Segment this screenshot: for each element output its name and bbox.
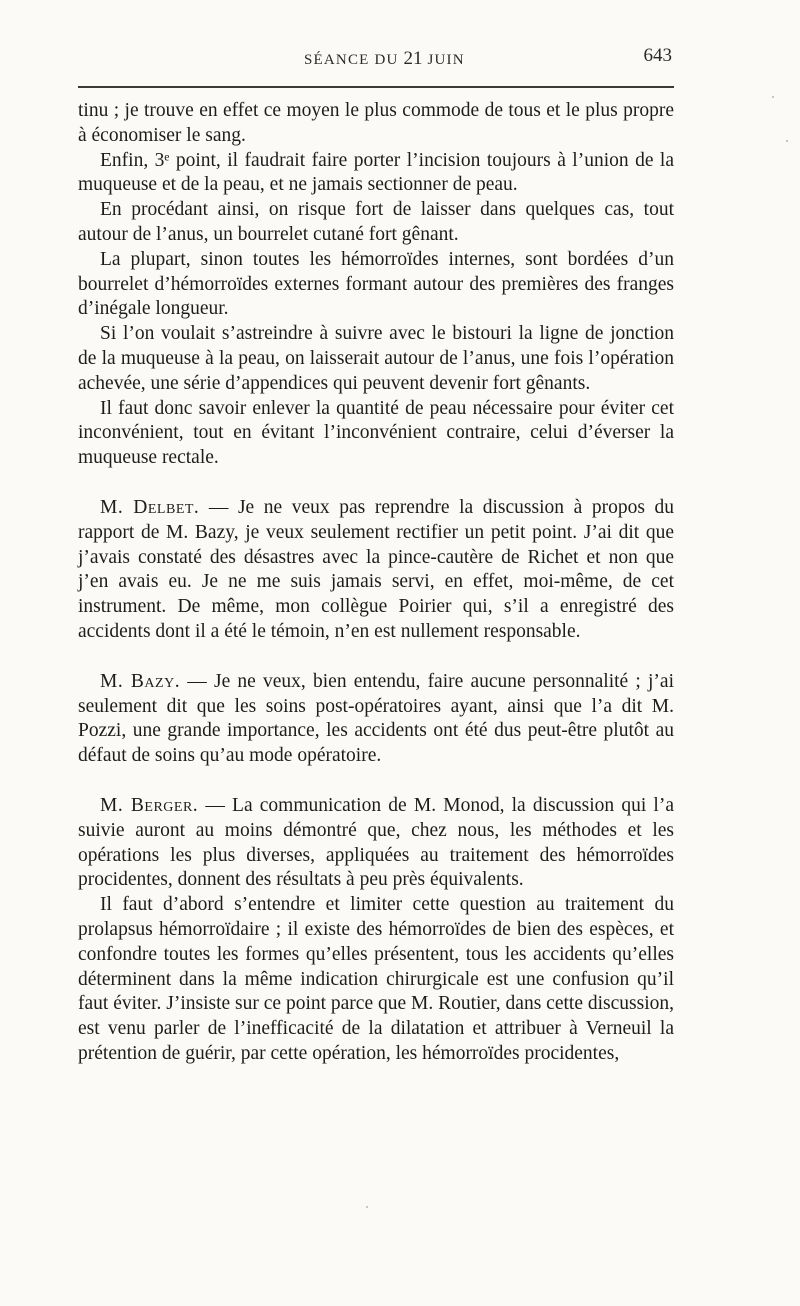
page-header [78, 44, 674, 74]
paragraph: tinu ; je trouve en effet ce moyen le plus commode de tous et le plus propre à économiser le sang. [78, 100, 674, 146]
speech-delbet [78, 496, 674, 645]
speech-text: — Je ne veux pas reprendre la discussion à propos du rapport de M. Bazy, je veux seulement rectifier un petit point. J’ai dit que j’avais constaté des désastres avec la pince-cautère de Richet et non que j’en avais eu. Je ne me suis jamais servi, en effet, moi-même, de cet instrument. De même, mon collègue Poirier qui, s’il a enregistré des accidents dont il a été le témoin, n’en est nullement responsable. [78, 496, 674, 642]
speech-berger [78, 794, 674, 893]
paragraph: Si l’on voulait s’astreindre à suivre avec le bistouri la ligne de jonction de la muqueuse à la peau, on laisserait autour de l’anus, une fois l’opération achevée, une série d’appendices qui peuvent devenir fort gênants. [78, 323, 674, 394]
header-rule [78, 86, 674, 88]
speaker-name: M. Berger. [100, 794, 199, 816]
paragraph: La plupart, sinon toutes les hémorroïdes internes, sont bordées d’un bourrelet d’hémorroïdes externes formant autour des premières des franges d’inégale longueur. [78, 248, 674, 320]
running-title-suffix: JUIN [422, 52, 465, 68]
speaker-name: M. Bazy. [100, 670, 181, 692]
speech-bazy [78, 670, 674, 769]
paper-speck [366, 1206, 368, 1208]
running-title-day: 21 [403, 48, 423, 69]
running-title [304, 48, 465, 70]
page-number: 643 [643, 45, 672, 66]
book-page [78, 0, 674, 1306]
paper-speck [772, 96, 774, 98]
paragraph: Enfin, 3ᵉ point, il faudrait faire porter l’incision toujours à l’union de la muqueuse et de la peau, et ne jamais sectionner de peau. [78, 149, 674, 196]
paragraph: Il faut donc savoir enlever la quantité de peau nécessaire pour éviter cet inconvénient, tout en évitant l’inconvénient contraire, celui d’éverser la muqueuse rectale. [78, 397, 674, 469]
paper-speck [786, 140, 788, 142]
body-text [78, 99, 674, 1067]
speech-text: — Je ne veux, bien entendu, faire aucune personnalité ; j’ai seulement dit que les soins post-opératoires ayant, ainsi que l’a dit M. Pozzi, une grande importance, les accidents ont été dus peut-être plutôt au défaut de soins qu’au mode opératoire. [78, 670, 674, 767]
speaker-name: M. Delbet. [100, 496, 200, 518]
running-title-prefix: SÉANCE DU [304, 52, 404, 68]
speech-text: — La communication de M. Monod, la discussion qui l’a suivie auront au moins démontré que, chez nous, les méthodes et les opérations les plus diverses, appliquées au traitement des hémorroïdes procidentes, donnent des résultats à peu près équivalents. [78, 794, 674, 891]
paragraph: En procédant ainsi, on risque fort de laisser dans quelques cas, tout autour de l’anus, un bourrelet cutané fort gênant. [78, 199, 674, 245]
paragraph: Il faut d’abord s’entendre et limiter cette question au traitement du prolapsus hémorroïdaire ; il existe des hémorroïdes de bien des espèces, et confondre toutes les formes qu’elles présentent, tous les accidents qu’elles déterminent dans la même indication chirurgicale est une confusion qu’il faut éviter. J’insiste sur ce point parce que M. Routier, dans cette discussion, est venu parler de l’inefficacité de la dilatation et attribuer à Verneuil la prétention de guérir, par cette opération, les hémorroïdes procidentes, [78, 894, 674, 1064]
